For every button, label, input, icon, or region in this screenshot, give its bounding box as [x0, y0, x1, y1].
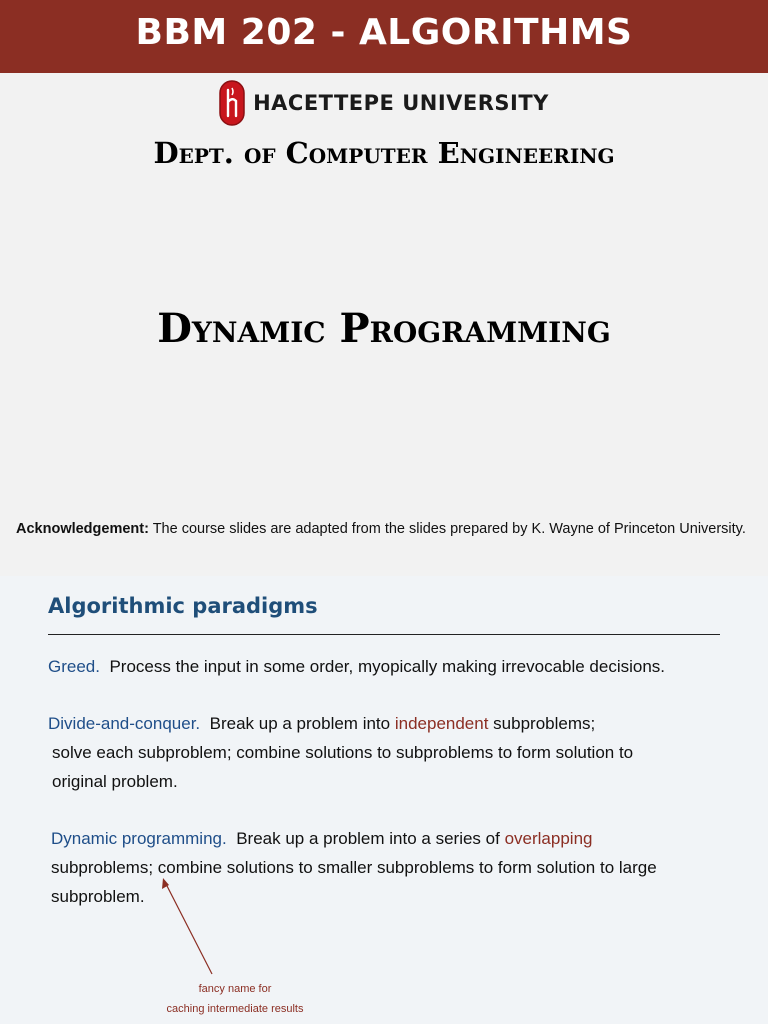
acknowledgement	[16, 518, 761, 540]
divide-line-3: original problem.	[52, 772, 178, 791]
divide-text-1: Break up a problem into	[209, 714, 391, 733]
department-name: Dept. of Computer Engineering	[153, 136, 615, 170]
annotation-arrow	[0, 576, 768, 1024]
course-title: BBM 202 - ALGORITHMS	[135, 12, 633, 53]
annotation-note	[140, 979, 330, 1019]
dynamic-programming-paragraph	[51, 824, 731, 911]
divide-text-2: subproblems;	[493, 714, 596, 733]
dp-line-1	[51, 824, 731, 853]
divide-conquer-paragraph	[48, 709, 728, 796]
slide-title: Algorithmic paradigms	[48, 594, 318, 618]
greed-paragraph	[48, 652, 748, 681]
overlapping-highlight: overlapping	[504, 829, 593, 848]
content-slide	[0, 576, 768, 1024]
greed-term: Greed.	[48, 657, 100, 676]
acknowledgement-label: Acknowledgement:	[16, 521, 149, 537]
university-header	[0, 80, 768, 126]
divide-line-2: solve each subproblem; combine solutions to subproblems to form solution to	[52, 743, 634, 762]
dp-line-3: subproblem.	[51, 887, 145, 906]
greed-text: Process the input in some order, myopically making irrevocable decisions.	[109, 657, 666, 676]
lecture-topic: Dynamic Programming	[157, 305, 611, 352]
independent-highlight: independent	[394, 714, 489, 733]
annotation-line-2: caching intermediate results	[166, 1003, 304, 1015]
dp-line-2: subproblems; combine solutions to smaller subproblems to form solution to large	[51, 858, 657, 877]
university-logo-icon	[219, 80, 245, 126]
university-name: HACETTEPE UNIVERSITY	[253, 91, 549, 115]
divide-term: Divide-and-conquer.	[48, 714, 201, 733]
dp-text-1: Break up a problem into a series of	[236, 829, 500, 848]
divide-line-1	[48, 709, 728, 738]
annotation-line-1: fancy name for	[198, 983, 272, 995]
dp-term: Dynamic programming.	[51, 829, 227, 848]
title-divider	[48, 634, 720, 635]
acknowledgement-text: The course slides are adapted from the slides prepared by K. Wayne of Princeton University.	[148, 521, 746, 537]
